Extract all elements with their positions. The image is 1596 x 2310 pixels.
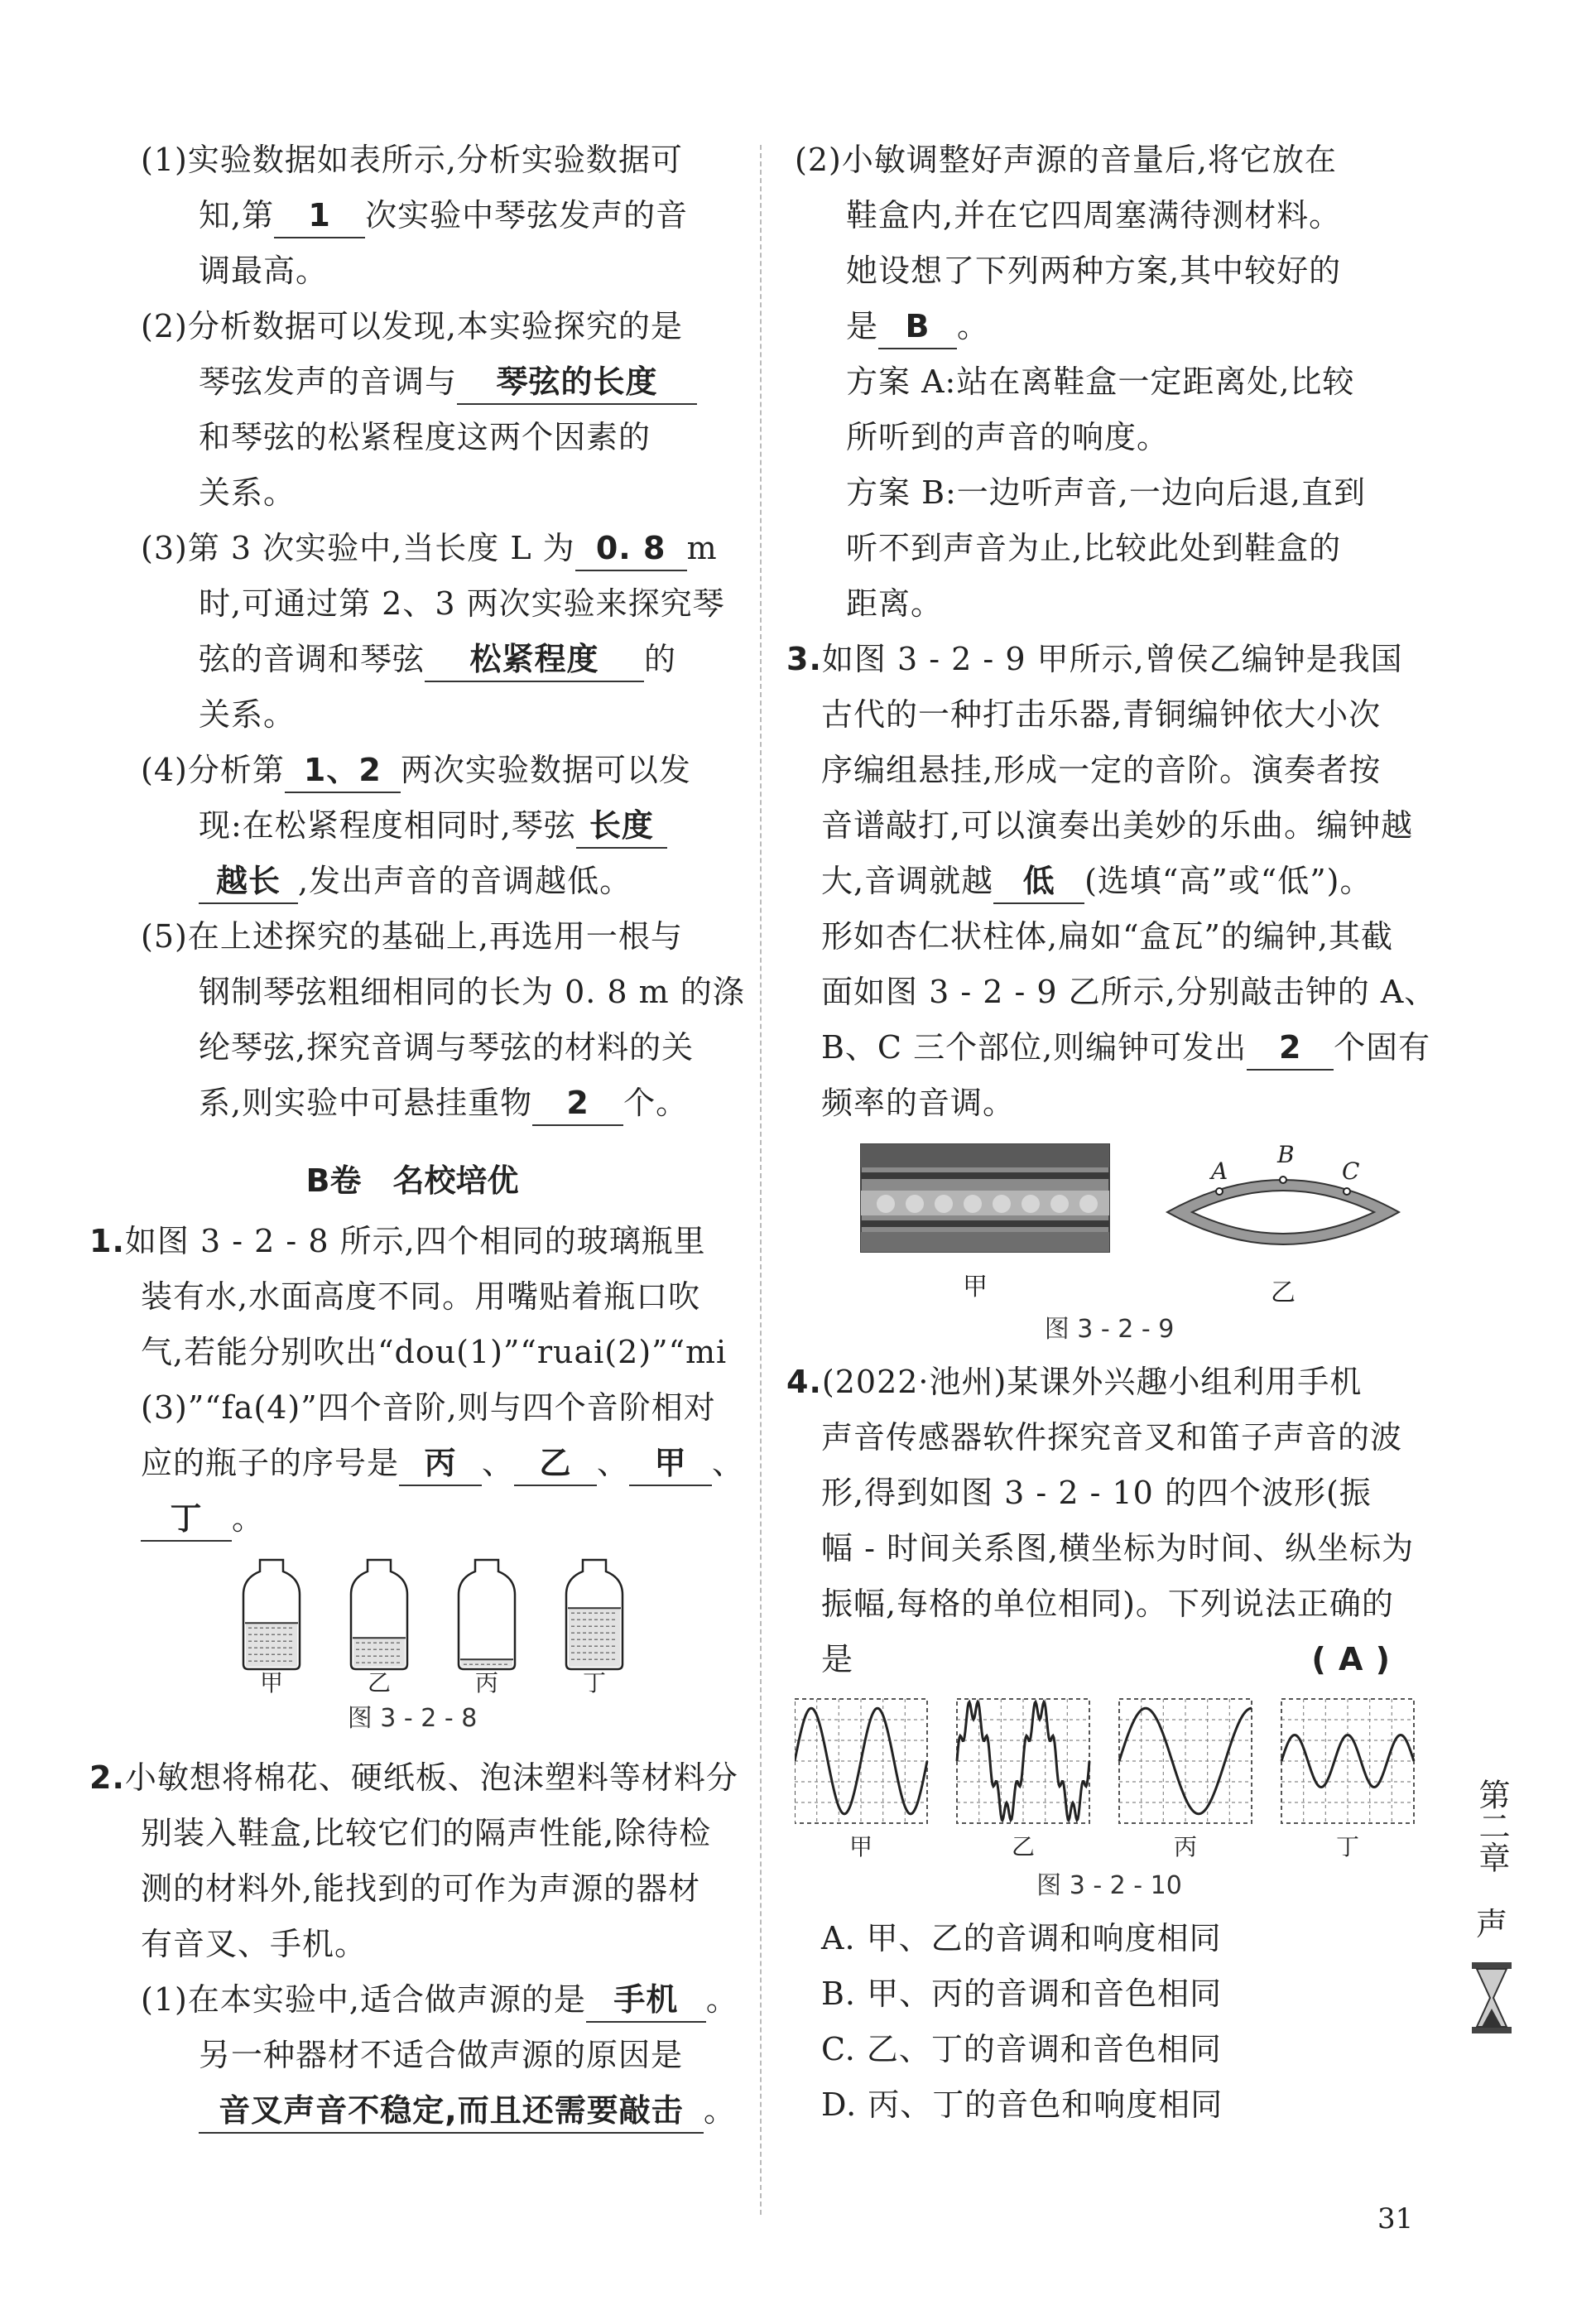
b2-sub2: 另一种器材不适合做声源的原因是 [199, 2037, 684, 2073]
q2-line4: 关系。 [199, 474, 296, 511]
bell-cross-section [1167, 1141, 1399, 1244]
bells-figure [795, 1139, 1424, 1305]
r-q2-line4: 是 B 。 [795, 299, 1424, 354]
answer-blank: 长度 [576, 806, 667, 849]
q1-line2: 知,第 1 次实验中琴弦发声的音 [89, 188, 735, 243]
b2-line1: 2.小敏想将棉花、硬纸板、泡沫塑料等材料分 [89, 1759, 738, 1796]
b1-line6: 丁 。 [89, 1491, 735, 1547]
waves-figure [795, 1696, 1424, 1861]
b2-line4: 有音叉、手机。 [141, 1926, 368, 1962]
b3-line6: 形如杏仁状柱体,扁如“盒瓦”的编钟,其截 [821, 918, 1394, 955]
answer-bracket: ( A ) [1311, 1641, 1391, 1677]
b3-line4: 音谱敲打,可以演奏出美妙的乐曲。编钟越 [821, 807, 1414, 844]
q4-line1: (4)分析第 1、2 两次实验数据可以发 [89, 743, 735, 798]
b3-line7: 面如图 3 - 2 - 9 乙所示,分别敲击钟的 A、 [821, 974, 1437, 1010]
r-q2-line1: (2)小敏调整好声源的音量后,将它放在 [795, 142, 1337, 178]
b2-line3: 测的材料外,能找到的可作为声源的器材 [141, 1870, 701, 1907]
q2-line3: 和琴弦的松紧程度这两个因素的 [199, 419, 651, 455]
wave-label: 丁 [1335, 1833, 1360, 1860]
bottle-label: 丁 [582, 1669, 607, 1694]
question-number: 1. [89, 1223, 125, 1259]
answer-blank: 2 [1247, 1027, 1334, 1071]
option-c: C. 乙、丁的音调和音色相同 [821, 2031, 1222, 2067]
figure-caption: 图 3 - 2 - 9 [1044, 1315, 1175, 1344]
answer-blank: 音叉声音不稳定,而且还需要敲击 [199, 2091, 704, 2134]
question-number: 2. [89, 1759, 125, 1796]
answer-blank: 2 [532, 1083, 623, 1126]
q1-line1: (1)实验数据如表所示,分析实验数据可 [141, 142, 683, 178]
q3-line1: (3)第 3 次实验中,当长度 L 为 0. 8 m [89, 521, 735, 576]
point-label: B [1277, 1141, 1295, 1168]
bottle-label: 丙 [474, 1669, 499, 1694]
q4-line3: 越长 ,发出声音的音调越低。 [89, 854, 735, 909]
figure-label: 甲 [963, 1273, 988, 1302]
plan-b-line2: 听不到声音为止,比较此处到鞋盒的 [846, 530, 1342, 566]
answer-blank: 手机 [586, 1980, 706, 2023]
b1-line4: (3)”“fa(4)”四个音阶,则与四个音阶相对 [141, 1389, 716, 1426]
q3-line3: 弦的音调和琴弦 松紧程度 的 [89, 632, 735, 687]
plan-b-line3: 距离。 [846, 585, 944, 622]
option-a: A. 甲、乙的音调和响度相同 [821, 1920, 1222, 1956]
q5-line4: 系,则实验中可悬挂重物 2 个。 [89, 1076, 735, 1131]
bell-photo [861, 1144, 1109, 1252]
q2-line2: 琴弦发声的音调与 琴弦的长度 [89, 354, 735, 410]
answer-blank: 甲 [629, 1443, 712, 1486]
answer-blank: 越长 [199, 861, 298, 904]
q1-line3: 调最高。 [199, 253, 329, 289]
q5-line2: 钢制琴弦粗细相同的长为 0. 8 m 的涤 [199, 974, 745, 1010]
answer-blank: B [878, 306, 957, 349]
b3-line3: 序编组悬挂,形成一定的音阶。演奏者按 [821, 752, 1382, 788]
answer-blank: 1、2 [285, 750, 401, 793]
r-q2-line3: 她设想了下列两种方案,其中较好的 [846, 253, 1342, 289]
right-column [786, 132, 1437, 2133]
b4-line3: 形,得到如图 3 - 2 - 10 的四个波形(振 [821, 1475, 1372, 1511]
bottle-water [246, 1623, 297, 1667]
option-b: B. 甲、丙的音调和音色相同 [821, 1976, 1223, 2012]
r-q2-line2: 鞋盒内,并在它四周塞满待测材料。 [846, 197, 1342, 233]
b4-line4: 幅 - 时间关系图,横坐标为时间、纵坐标为 [821, 1530, 1415, 1566]
bottle-water [569, 1608, 620, 1667]
bottle-outline [459, 1560, 515, 1669]
wave-label: 甲 [848, 1833, 873, 1860]
b4-line6: 是 ( A ) [795, 1632, 1424, 1687]
b3-line5: 大,音调就越 低 (选填“高”或“低”)。 [795, 854, 1424, 909]
bottles-group [243, 1560, 623, 1694]
b2-sub1: (1)在本实验中,适合做声源的是 手机 。 [89, 1972, 735, 2028]
figure-caption: 图 3 - 2 - 8 [347, 1704, 478, 1733]
b2-line2: 别装入鞋盒,比较它们的隔声性能,除待检 [141, 1815, 712, 1851]
figure-caption: 图 3 - 2 - 10 [1036, 1871, 1182, 1900]
q3-line2: 时,可通过第 2、3 两次实验来探究琴 [199, 585, 725, 622]
bottle-water [461, 1659, 512, 1667]
b4-line2: 声音传感器软件探究音叉和笛子声音的波 [821, 1419, 1403, 1456]
b4-line5: 振幅,每格的单位相同)。下列说法正确的 [821, 1586, 1394, 1622]
q2-line1: (2)分析数据可以发现,本实验探究的是 [141, 308, 683, 344]
q4-line2: 现:在松紧程度相同时,琴弦 长度 [89, 798, 735, 854]
wave-label: 丙 [1173, 1833, 1198, 1860]
column-divider [760, 145, 762, 2215]
b1-line5: 应的瓶子的序号是 丙 、 乙 、 甲 、 [89, 1436, 735, 1491]
b3-line9: 频率的音调。 [821, 1085, 1016, 1121]
left-column [89, 132, 745, 2139]
answer-blank: 1 [274, 195, 365, 238]
point-label: C [1342, 1157, 1360, 1185]
chapter-title: 声 [1475, 1906, 1507, 1942]
b1-line3: 气,若能分别吹出“dou(1)”“ruai(2)”“mi [141, 1334, 728, 1370]
bottles-figure [89, 1553, 735, 1694]
b3-line1: 3.如图 3 - 2 - 9 甲所示,曾侯乙编钟是我国 [786, 641, 1403, 677]
point-label: A [1211, 1157, 1228, 1185]
q5-line3: 纶琴弦,探究音调与琴弦的材料的关 [199, 1029, 695, 1066]
page-number: 31 [1377, 2202, 1414, 2235]
q5-line1: (5)在上述探究的基础上,再选用一根与 [141, 918, 683, 955]
hourglass-icon [1469, 1961, 1515, 2035]
b2-sub3: 音叉声音不稳定,而且还需要敲击 。 [89, 2083, 735, 2139]
section-title: B卷 名校培优 [305, 1162, 519, 1199]
b3-line8: B、C 三个部位,则编钟可发出 2 个固有 [795, 1020, 1424, 1076]
answer-blank: 低 [993, 861, 1084, 904]
b3-line2: 古代的一种打击乐器,青铜编钟依大小次 [821, 696, 1382, 733]
option-d: D. 丙、丁的音色和响度相同 [821, 2086, 1223, 2123]
waves-group [795, 1699, 1414, 1860]
bottle-label: 甲 [259, 1669, 284, 1694]
plan-a-line2: 所听到的声音的响度。 [846, 419, 1170, 455]
answer-blank: 0. 8 [575, 528, 687, 571]
answer-blank: 琴弦的长度 [457, 362, 697, 405]
question-number: 3. [786, 641, 822, 677]
answer-blank: 乙 [514, 1443, 597, 1486]
b1-line1: 1.如图 3 - 2 - 8 所示,四个相同的玻璃瓶里 [89, 1223, 706, 1259]
bottle-label: 乙 [367, 1669, 392, 1694]
chapter-side-tab [1467, 1764, 1517, 2044]
question-number: 4. [786, 1364, 822, 1400]
figure-label: 乙 [1271, 1278, 1296, 1305]
answer-blank: 松紧程度 [425, 639, 644, 682]
plan-a-line1: 方案 A:站在离鞋盒一定距离处,比较 [846, 363, 1355, 400]
answer-blank: 丁 [141, 1499, 232, 1542]
q3-line4: 关系。 [199, 696, 296, 733]
b1-line2: 装有水,水面高度不同。用嘴贴着瓶口吹 [141, 1278, 701, 1315]
answer-blank: 丙 [399, 1443, 482, 1486]
chapter-label: 第二章 [1473, 1778, 1510, 1873]
b4-line1: 4.(2022·池州)某课外兴趣小组利用手机 [786, 1364, 1363, 1400]
plan-b-line1: 方案 B:一边听声音,一边向后退,直到 [846, 474, 1366, 511]
wave-label: 乙 [1011, 1833, 1036, 1860]
